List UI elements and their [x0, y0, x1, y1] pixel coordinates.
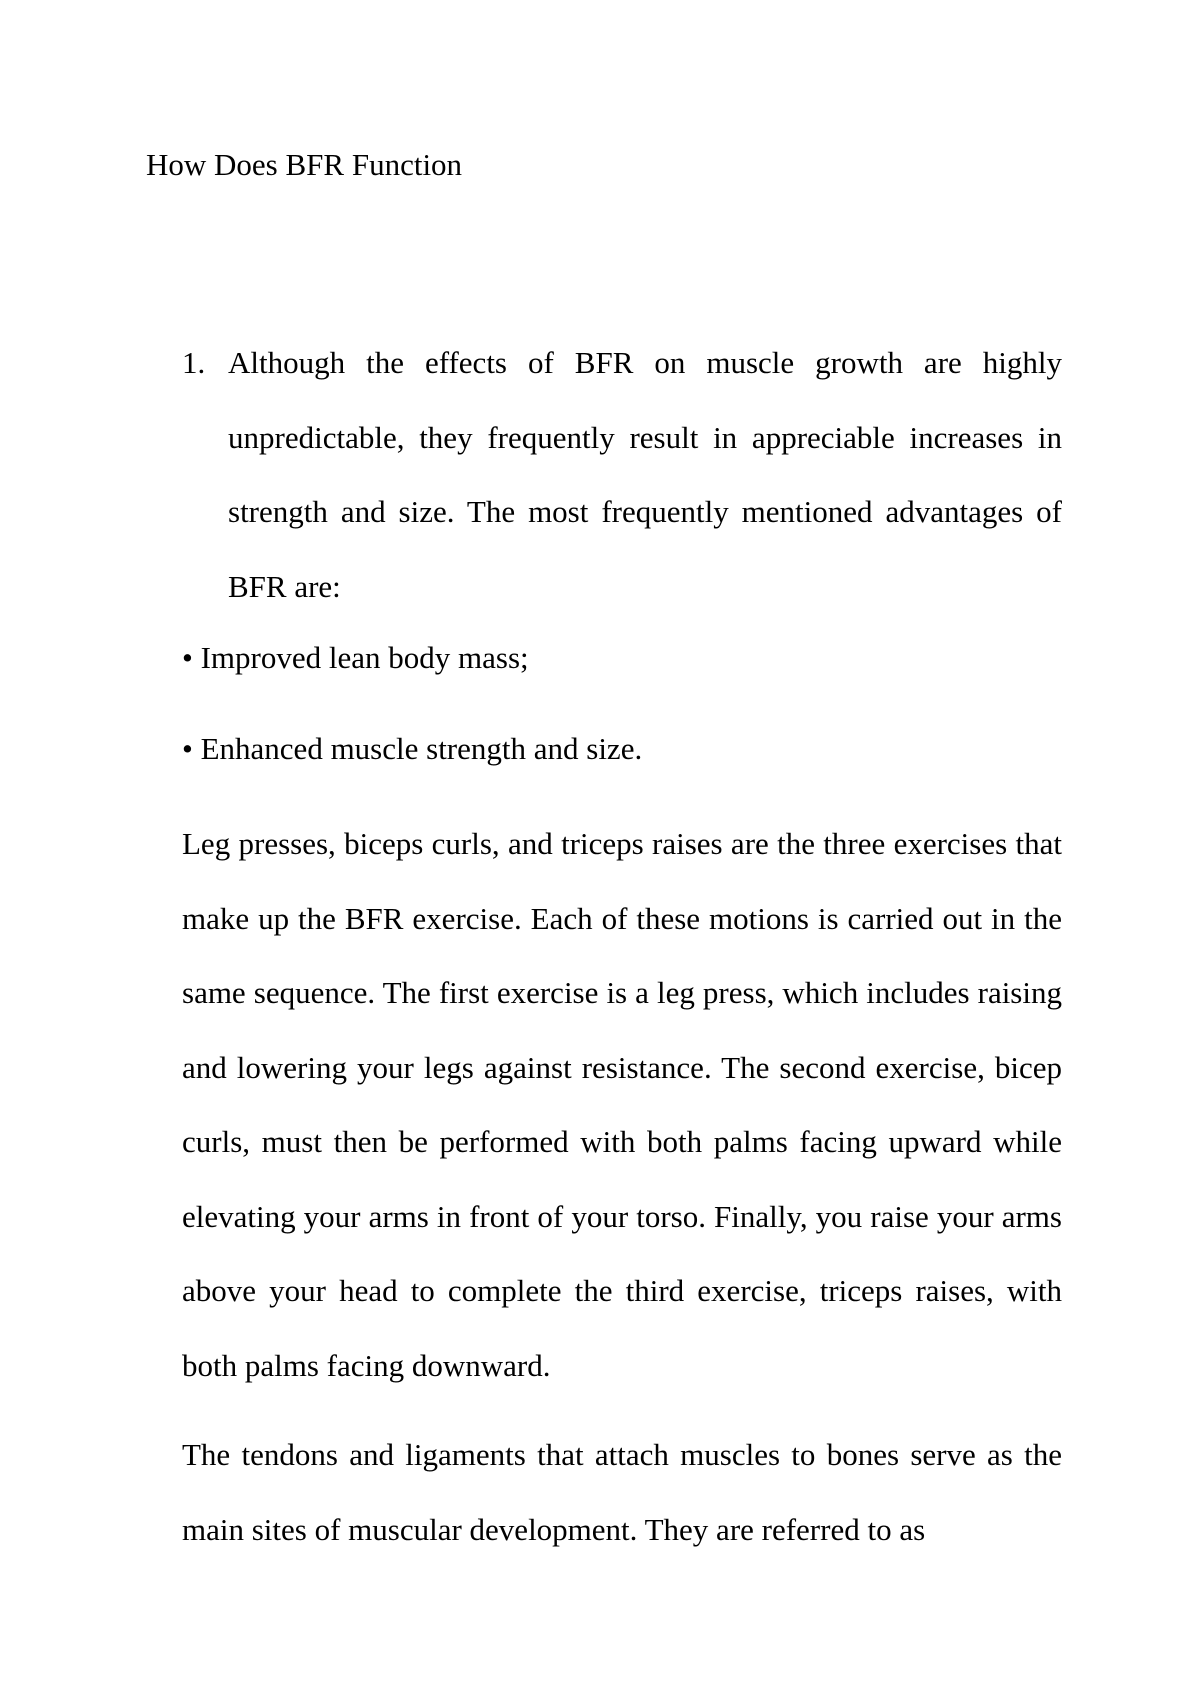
body-paragraph: The tendons and ligaments that attach muscles to bones serve as the main sites of muscular development. They are referred to as: [182, 1437, 1062, 1547]
bullet-item: • Improved lean body mass;: [182, 640, 529, 675]
bullet-item: • Enhanced muscle strength and size.: [182, 731, 643, 766]
list-number: 1.: [182, 345, 206, 380]
list-item-text: Although the effects of BFR on muscle growth are highly unpredictable, they frequently result in appreciable increases in strength and size. The most frequently mentioned advantages of BFR are:: [228, 345, 1062, 604]
document-title: How Does BFR Function: [146, 147, 463, 182]
body-paragraph: Leg presses, biceps curls, and triceps raises are the three exercises that make up the BFR exercise. Each of these motions is carried out in the same sequence. The first exercise is a leg press, which includes raising and lowering your legs against resistance. The second exercise, bicep curls, must then be performed with both palms facing upward while elevating your arms in front of your torso. Finally, you raise your arms above your head to complete the third exercise, triceps raises, with both palms facing downward.: [182, 826, 1062, 1383]
numbered-list-item: [182, 326, 1062, 624]
